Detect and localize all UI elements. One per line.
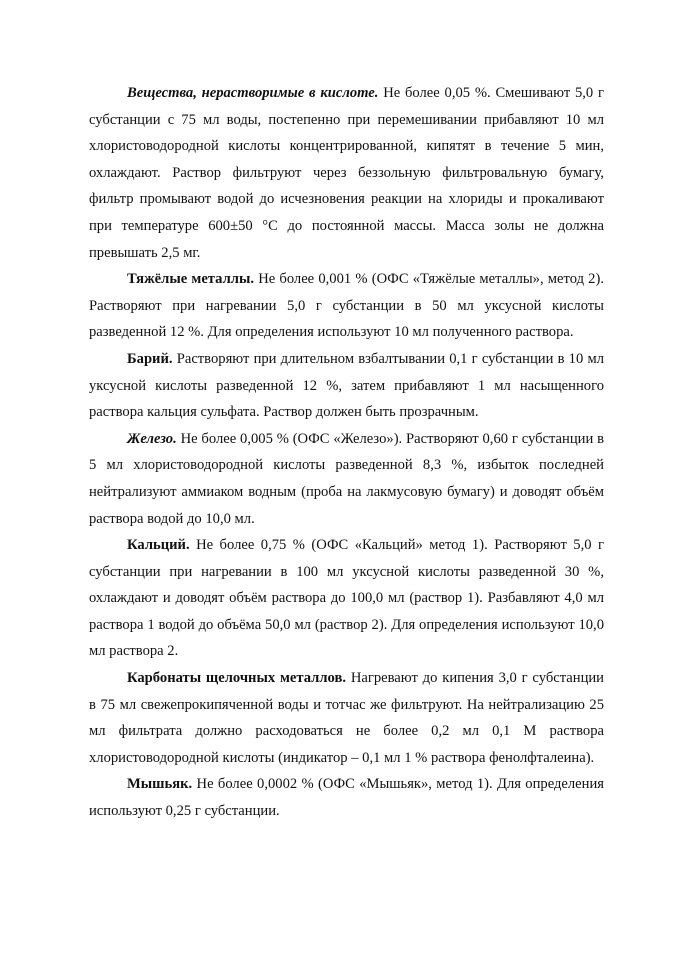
- section-heading: Железо.: [127, 430, 177, 447]
- section-text: Не более 0,05 %. Смешивают 5,0 г субстанции с 75 мл воды, постепенно при перемешивании прибавляют 10 мл хлористоводородной кислоты концентрированной, кипятят в течение 5 мин, охлаждают. Раствор фильтруют через беззольную фильтровальную бумагу, фильтр промывают водой до исчезновения реакции на хлориды и прокаливают при температуре 600±50 °С до постоянной массы. Масса золы не должна превышать 2,5 мг.: [89, 85, 604, 261]
- section-calcium: [89, 532, 604, 665]
- section-text: Не более 0,001 % (ОФС «Тяжёлые металлы», метод 2). Растворяют при нагревании 5,0 г субстанции в 50 мл уксусной кислоты разведенной 12 %. Для определения используют 10 мл полученного раствора.: [89, 271, 604, 341]
- section-heading: Кальций.: [127, 537, 190, 554]
- document-page: [89, 80, 604, 825]
- section-alkali-carbonates: [89, 665, 604, 771]
- section-text: Не более 0,005 % (ОФС «Железо»). Растворяют 0,60 г субстанции в 5 мл хлористоводородной кислоты разведенной 8,3 %, избыток последней нейтрализуют аммиаком водным (проба на лакмусовую бумагу) и доводят объём раствора водой до 10,0 мл.: [89, 430, 604, 527]
- section-text: Нагревают до кипения 3,0 г субстанции в 75 мл свежепрокипяченной воды и тотчас же фильтруют. На нейтрализацию 25 мл фильтрата должно расходоваться не более 0,2 мл 0,1 М раствора хлористоводородной кислоты (индикатор – 0,1 мл 1 % раствора фенолфталеина).: [89, 670, 604, 766]
- section-insoluble-in-acid: [89, 80, 604, 266]
- section-text: Растворяют при длительном взбалтывании 0,1 г субстанции в 10 мл уксусной кислоты разведенной 12 %, затем прибавляют 1 мл насыщенного раствора кальция сульфата. Раствор должен быть прозрачным.: [89, 350, 604, 421]
- section-iron: [89, 426, 604, 532]
- section-heading: Карбонаты щелочных металлов.: [127, 670, 346, 687]
- section-text: Не более 0,75 % (ОФС «Кальций» метод 1). Растворяют 5,0 г субстанции при нагревании в 100 мл уксусной кислоты разведенной 30 %, охлаждают и доводят объём раствора до 100,0 мл (раствор 1). Разбавляют 4,0 мл раствора 1 водой до объёма 50,0 мл (раствор 2). Для определения используют 10,0 мл раствора 2.: [89, 537, 604, 660]
- section-heavy-metals: [89, 266, 604, 346]
- section-heading: Тяжёлые металлы.: [127, 271, 254, 288]
- section-heading: Вещества, нерастворимые в кислоте.: [127, 85, 379, 101]
- section-arsenic: [89, 771, 604, 824]
- section-heading: Барий.: [127, 350, 173, 367]
- section-text: Не более 0,0002 % (ОФС «Мышьяк», метод 1). Для определения используют 0,25 г субстанции.: [89, 776, 604, 820]
- section-barium: [89, 346, 604, 426]
- section-heading: Мышьяк.: [127, 776, 193, 793]
